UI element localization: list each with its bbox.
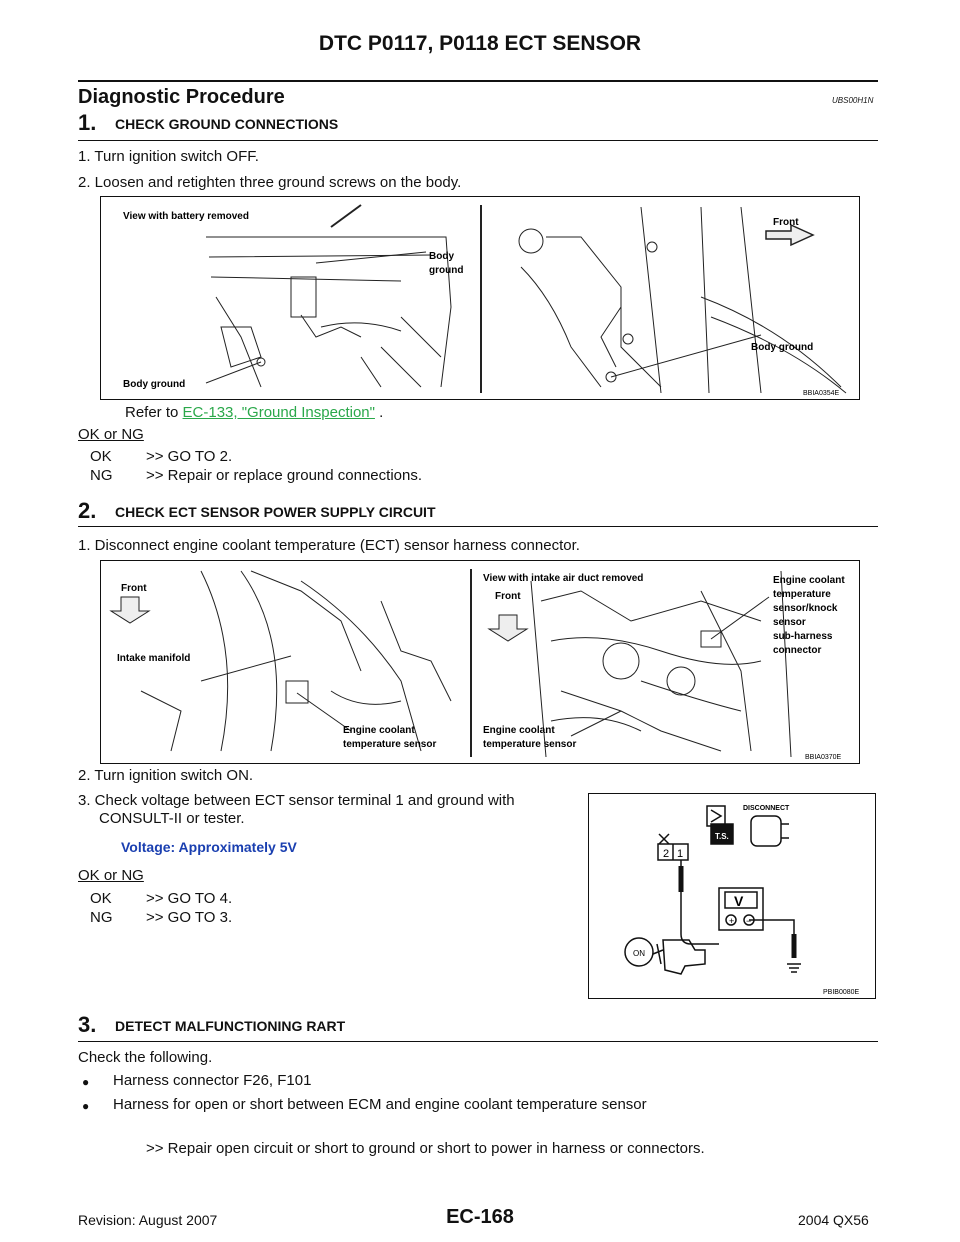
fig1-code: BBIA0354E — [803, 390, 840, 397]
footer-page-number: EC-168 — [446, 1206, 514, 1228]
ect-sensor-location-drawing — [101, 561, 859, 763]
voltage-spec: Voltage: Approximately 5V — [121, 839, 297, 855]
step1-item-1: 1. Turn ignition switch OFF. — [78, 148, 259, 165]
fig3-minus: − — [746, 916, 752, 926]
step3-bullet-1: Harness connector F26, F101 — [113, 1072, 312, 1089]
step1-result-ok-key: OK — [90, 448, 112, 465]
fig2-label-ect-2: temperature sensor — [343, 739, 437, 750]
step3-intro: Check the following. — [78, 1049, 213, 1066]
step3-title: DETECT MALFUNCTIONING RART — [115, 1018, 346, 1034]
step1-item-2: 2. Loosen and retighten three ground screws on the body. — [78, 174, 462, 191]
fig1-label-body-ground-2: ground — [429, 265, 464, 276]
page-title: DTC P0117, P0118 ECT SENSOR — [318, 32, 642, 55]
fig1-label-body-ground-right: Body ground — [751, 342, 814, 353]
refer-prefix: Refer to — [125, 404, 183, 421]
fig2-label-sub-4: sensor — [773, 617, 806, 628]
fig2-label-ect-r1: Engine coolant — [483, 725, 555, 736]
fig1-label-body-ground-1: Body — [429, 251, 454, 262]
fig3-on: ON — [633, 949, 645, 958]
fig3-disconnect: DISCONNECT — [743, 805, 790, 812]
step2-item-3a: 3. Check voltage between ECT sensor terminal 1 and ground with — [78, 792, 515, 809]
step2-result-ng-text: >> GO TO 3. — [146, 909, 233, 926]
fig1-label-body-ground-left: Body ground — [123, 379, 186, 390]
voltage-check-figure — [588, 793, 876, 999]
step3-rule — [78, 1041, 878, 1042]
fig3-pin2: 2 — [663, 848, 670, 860]
step3-bullet-2: Harness for open or short between ECM and engine coolant temperature sensor — [113, 1096, 647, 1113]
step1-ok-ng: OK or NG — [78, 426, 144, 443]
ect-sensor-location-figure — [100, 560, 860, 764]
fig2-label-sub-3: sensor/knock — [773, 603, 838, 614]
bullet-icon: ● — [82, 1075, 90, 1089]
step1-refer — [125, 404, 383, 421]
step2-rule — [78, 526, 878, 527]
fig1-label-front: Front — [773, 217, 799, 228]
step1-number: 1. — [78, 110, 97, 135]
fig3-meter: V — [734, 893, 744, 909]
section-heading: Diagnostic Procedure — [78, 86, 285, 108]
step3-result: >> Repair open circuit or short to ground or short to power in harness or connectors. — [146, 1140, 705, 1157]
fig2-label-front-right: Front — [495, 591, 521, 602]
fig3-code: PBIB0080E — [823, 989, 860, 996]
fig2-label-sub-5: sub-harness — [773, 631, 833, 642]
footer-model: 2004 QX56 — [798, 1212, 869, 1228]
step2-item-2: 2. Turn ignition switch ON. — [78, 767, 254, 784]
footer-revision: Revision: August 2007 — [78, 1212, 218, 1228]
step1-result-ng-key: NG — [90, 467, 113, 484]
ground-screws-figure — [100, 196, 860, 400]
fig2-label-sub-1: Engine coolant — [773, 575, 845, 586]
step2-ok-ng: OK or NG — [78, 867, 144, 884]
step2-result-ok-key: OK — [90, 890, 112, 907]
bullet-icon: ● — [82, 1099, 90, 1113]
ground-inspection-link[interactable]: EC-133, "Ground Inspection" — [182, 404, 375, 421]
step2-item-1: 1. Disconnect engine coolant temperature (ECT) sensor harness connector. — [78, 537, 580, 554]
fig2-code: BBIA0370E — [805, 754, 842, 761]
ground-screws-drawing — [101, 197, 859, 399]
fig2-label-front-left: Front — [121, 583, 147, 594]
step2-number: 2. — [78, 498, 97, 523]
step3-number: 3. — [78, 1012, 97, 1037]
step1-rule — [78, 140, 878, 141]
step2-result-ng-key: NG — [90, 909, 113, 926]
step1-result-ok-text: >> GO TO 2. — [146, 448, 233, 465]
fig1-label-view: View with battery removed — [123, 211, 249, 222]
fig2-label-sub-2: temperature — [773, 589, 831, 600]
section-code: UBS00H1N — [832, 96, 874, 105]
fig2-label-ect-r2: temperature sensor — [483, 739, 577, 750]
refer-suffix: . — [374, 404, 384, 421]
step1-title: CHECK GROUND CONNECTIONS — [115, 116, 339, 132]
fig3-pin1: 1 — [677, 848, 684, 860]
step2-result-ok-text: >> GO TO 4. — [146, 890, 233, 907]
fig3-ts: T.S. — [715, 832, 729, 841]
fig2-label-intake: Intake manifold — [117, 653, 191, 664]
header-rule — [78, 80, 878, 82]
fig2-label-sub-6: connector — [773, 645, 822, 656]
voltage-check-drawing — [589, 794, 875, 998]
step1-result-ng-text: >> Repair or replace ground connections. — [146, 467, 423, 484]
fig2-label-ect-1: Engine coolant — [343, 725, 415, 736]
step2-item-3b: CONSULT-II or tester. — [99, 810, 245, 827]
fig2-label-view: View with intake air duct removed — [483, 573, 644, 584]
fig3-plus: + — [729, 916, 735, 926]
step2-title: CHECK ECT SENSOR POWER SUPPLY CIRCUIT — [115, 504, 436, 520]
